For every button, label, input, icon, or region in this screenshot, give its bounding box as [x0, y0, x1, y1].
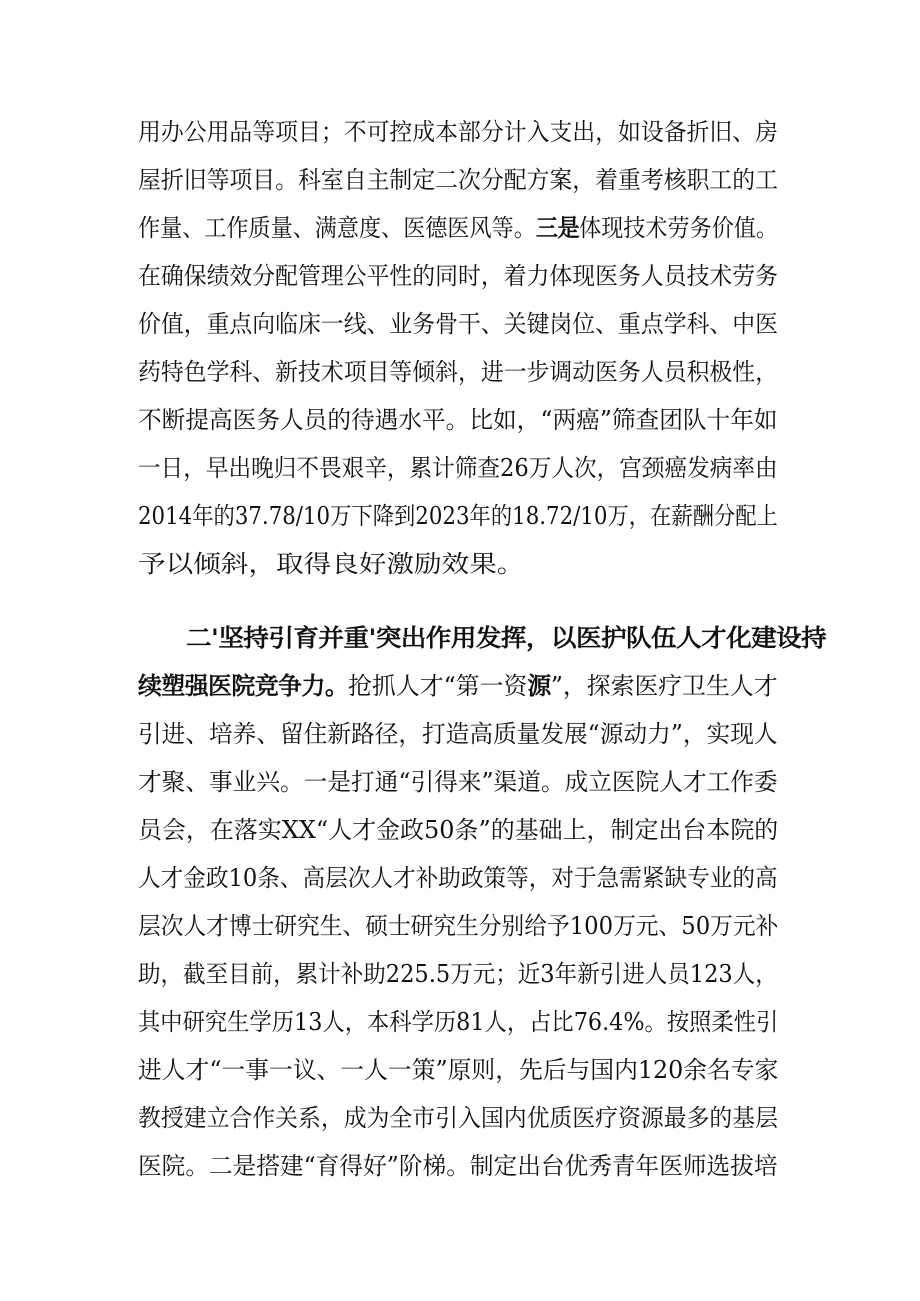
text-line: 一日，早出晚归不畏艰辛，累计筛查26万人次，宫颈癌发病率由	[138, 454, 778, 482]
text-line: 才聚、事业兴。一是打通“引得来”渠道。成立医院人才工作委	[138, 768, 778, 796]
text-segment: ”，探索医疗卫生人才	[550, 672, 778, 700]
text-line: 人才金政10条、高层次人才补助政策等，对于急需紧缺专业的高	[138, 864, 778, 892]
text-line: 进人才“一事一议、一人一策”原则，先后与国内120余名专家	[138, 1056, 779, 1084]
text-line: 助，截至目前，累计补助225.5万元；近3年新引进人员123人，	[138, 960, 778, 988]
text-line: 药特色学科、新技术项目等倾斜，进一步调动医务人员积极性，	[138, 358, 778, 386]
text-line	[138, 208, 778, 248]
text-line: 予以倾斜，取得良好激励效果。	[138, 550, 525, 578]
text-segment: 作量、工作质量、满意度、医德医风等。	[138, 214, 536, 242]
text-line: 用办公用品等项目；不可控成本部分计入支出，如设备折旧、房	[138, 118, 778, 146]
text-line	[138, 666, 778, 706]
text-line: 引进、培养、留住新路径，打造高质量发展“源动力”，实现人	[138, 720, 778, 748]
text-segment: 抢抓人才“第一资	[348, 672, 528, 700]
text-line: 不断提高医务人员的待遇水平。比如，“两癌”筛查团队十年如	[138, 406, 778, 434]
emphasis-text: 源	[527, 672, 551, 700]
text-line: 员会，在落实XX“人才金政50条”的基础上，制定出台本院的	[138, 816, 779, 844]
text-segment: 体现技术劳务价值。	[579, 214, 778, 242]
text-line: 层次人才博士研究生、硕士研究生分别给予100万元、50万元补	[138, 912, 779, 940]
text-line: 教授建立合作关系，成为全市引入国内优质医疗资源最多的基层	[138, 1104, 778, 1132]
text-line: 2014年的37.78/10万下降到2023年的18.72/10万，在薪酬分配上	[138, 502, 778, 530]
section-heading-tail: 续塑强医院竞争力。	[138, 672, 349, 700]
text-line: 其中研究生学历13人，本科学历81人，占比76.4%。按照柔性引	[138, 1008, 779, 1036]
text-line: 在确保绩效分配管理公平性的同时，着力体现医务人员技术劳务	[138, 262, 778, 290]
text-line: 屋折旧等项目。科室自主制定二次分配方案，着重考核职工的工	[138, 166, 778, 194]
text-line: 价值，重点向临床一线、业务骨干、关键岗位、重点学科、中医	[138, 310, 778, 338]
section-heading: 二'坚持引育并重'突出作用发挥，以医护队伍人才化建设持	[186, 624, 827, 652]
text-line: 医院。二是搭建“育得好”阶梯。制定出台优秀青年医师选拔培	[138, 1152, 778, 1180]
emphasis-text: 三是	[535, 214, 580, 242]
